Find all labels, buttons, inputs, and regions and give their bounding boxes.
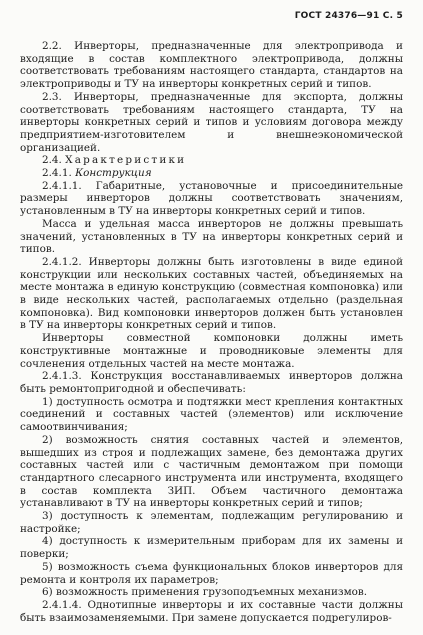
list-item: 5) возможность съема функциональных блоков инверторов для ремонта и контроля их параметров; [20, 560, 403, 586]
paragraph: 2.4.1.1. Габаритные, установочные и присоединительные размеры инверторов должны соответствовать значениям, установленным в ТУ на инверторы конкретных серий и типов. [20, 179, 403, 218]
heading-number: 2.4.1. [42, 167, 72, 180]
heading-title: Характеристики [65, 154, 187, 167]
list-item: 6) возможность применения грузоподъемных механизмов. [42, 586, 368, 599]
subsection-heading [20, 167, 403, 180]
document-body [20, 40, 403, 624]
list-item: 2) возможность снятия составных частей и элементов, вышедших из строя и подлежащих замене, без демонтажа других составных частей или с частичным демонтажом при помощи стандартного слесарного инструмента или инструмента, входящего в состав комплекта ЗИП. Объем частичного демонтажа устанавливают в ТУ на инверторы конкретных серий и типов; [20, 433, 403, 510]
list-item: 3) доступность к элементам, подлежащим регулированию и настройке; [20, 510, 403, 535]
list-item: 1) доступность осмотра и подтяжки мест крепления контактных соединений и составных частей (элементов) или исключение самоотвинчивания; [20, 395, 403, 434]
heading-title: Конструкция [75, 167, 152, 180]
paragraph: 2.4.1.4. Однотипные инверторы и их составные части должны быть взаимозаменяемыми. При замене допускается подрегулиров- [20, 598, 403, 624]
paragraph: Масса и удельная масса инверторов не должны превышать значений, установленных в ТУ на инверторы конкретных серий и типов. [20, 217, 403, 256]
paragraph: Инверторы совместной компоновки должны иметь конструктивные монтажные и проводниковые элементы для сочленения отдельных частей на месте монтажа. [20, 332, 403, 370]
paragraph: 2.3. Инверторы, предназначенные для экспорта, должны соответствовать требованиям настоящего стандарта, ТУ на инверторы конкретных серий и типов и условиям договора между предприятием-изготовителем и внешнеэкономической организацией. [20, 90, 403, 154]
page-header: ГОСТ 24376—91 С. 5 [294, 11, 403, 21]
paragraph: 2.4.1.3. Конструкция восстанавливаемых инверторов должна быть ремонтопригодной и обеспечивать: [20, 370, 403, 395]
section-heading [20, 154, 403, 167]
list-item: 4) доступность к измерительным приборам для их замены и поверки; [20, 535, 403, 561]
heading-number: 2.4. [42, 154, 62, 167]
paragraph: 2.4.1.2. Инверторы должны быть изготовлены в виде единой конструкции или нескольких составных частей, объединяемых на месте монтажа в единую конструкцию (совместная компоновка) или в виде нескольких частей, располагаемых отдельно (раздельная компоновка). Вид компоновки инверторов должен быть установлен в ТУ на инверторы конкретных серий и типов. [20, 255, 403, 332]
paragraph: 2.2. Инверторы, предназначенные для электропривода и входящие в состав комплектного электропривода, должны соответствовать требованиям настоящего стандарта, стандартов на электроприводы и ТУ на инверторы конкретных серий и типов. [20, 40, 403, 91]
